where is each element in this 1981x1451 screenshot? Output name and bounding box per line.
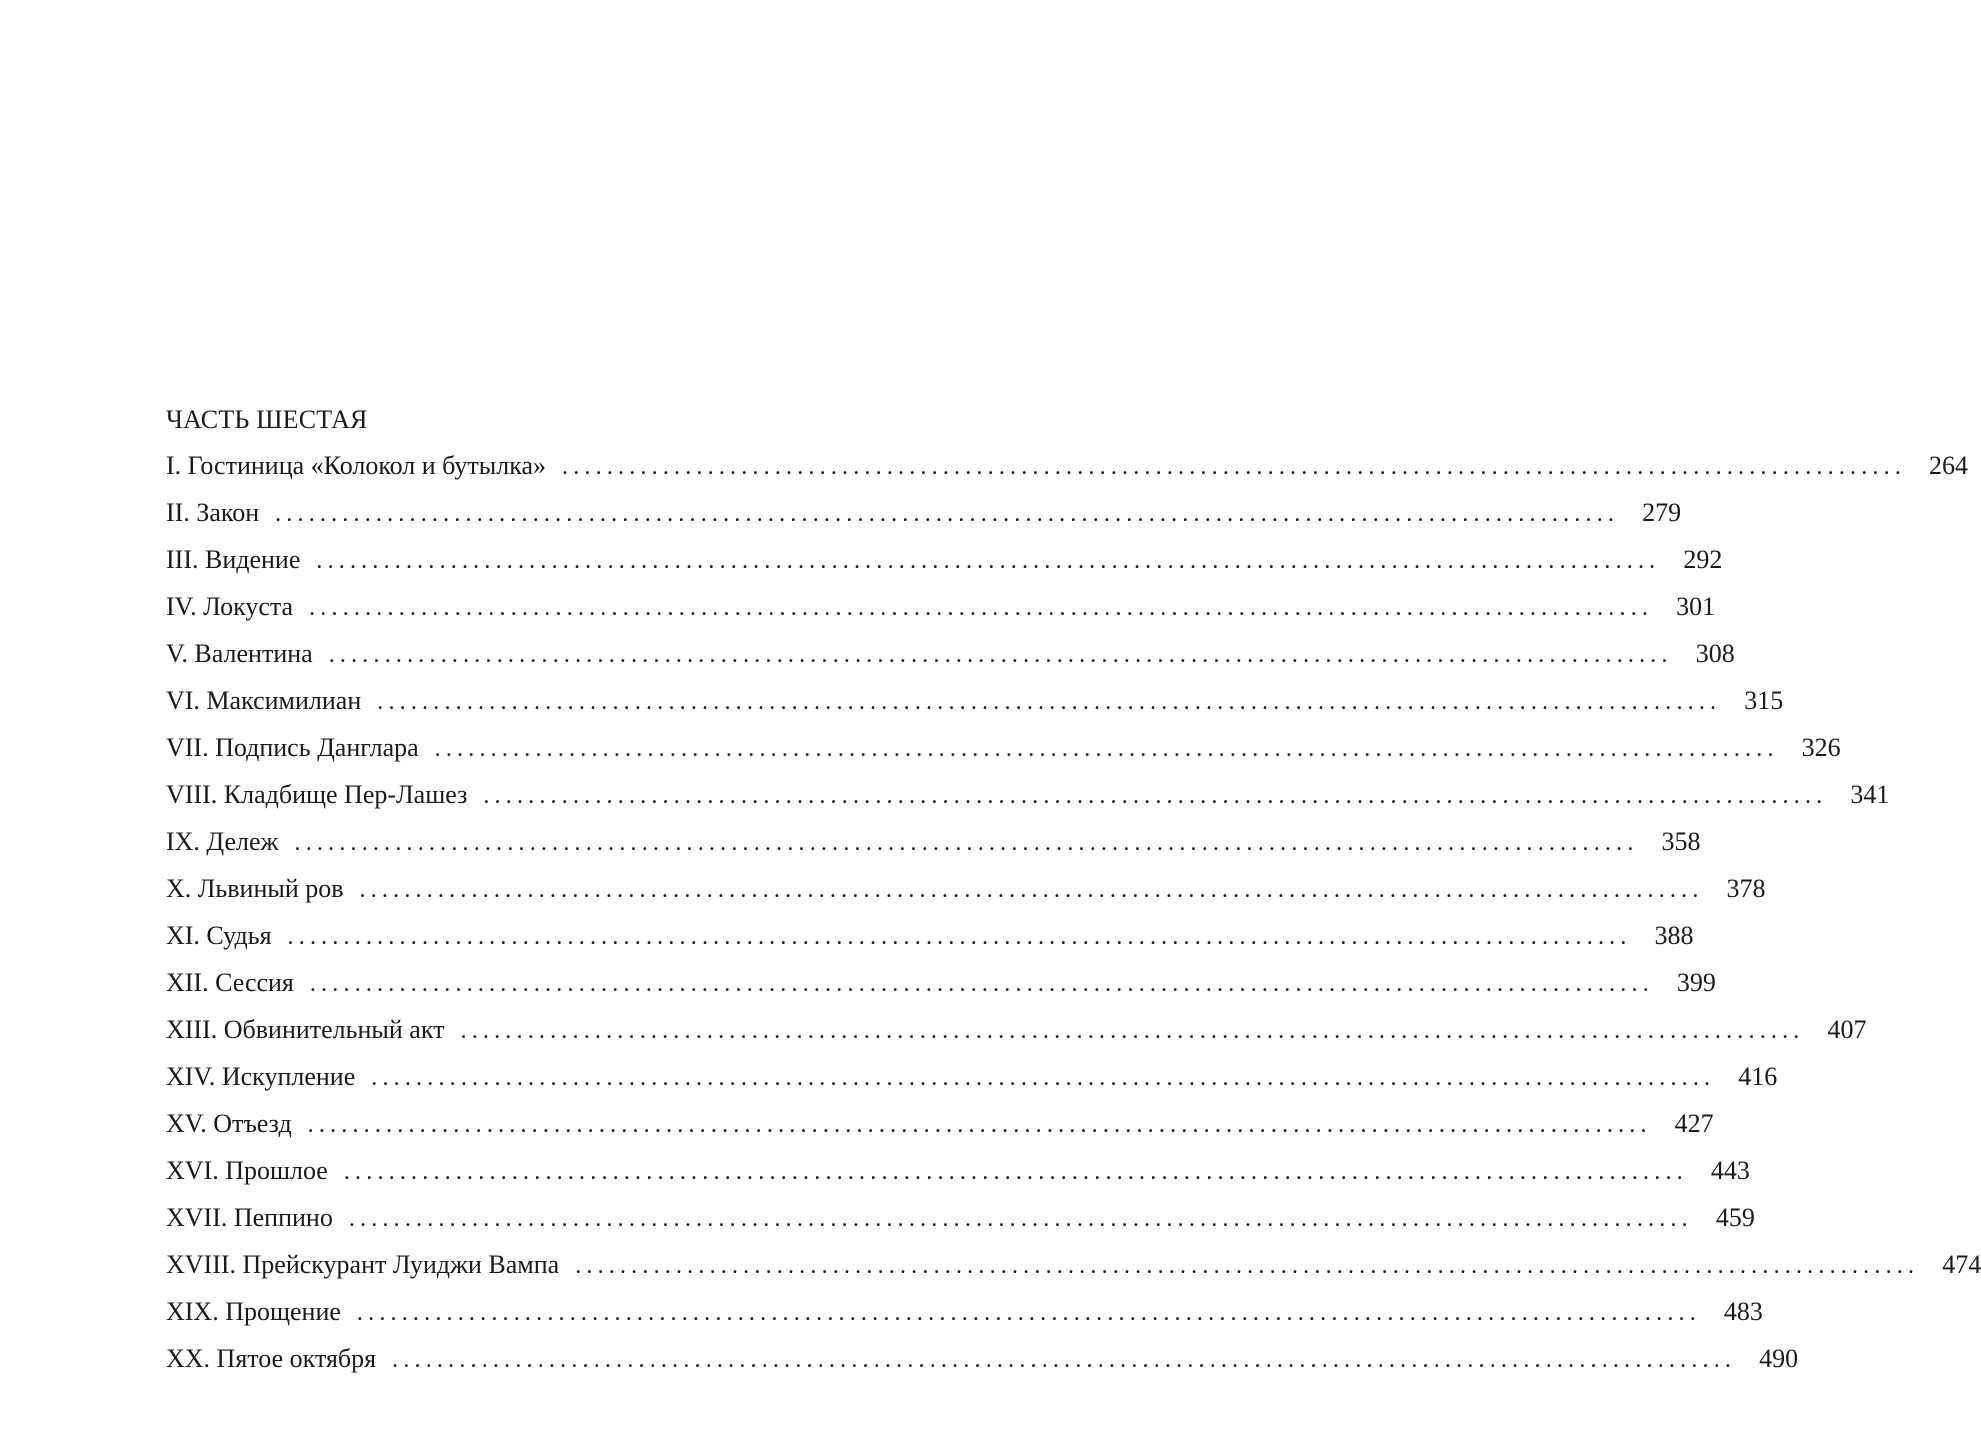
dot-leader: ........................................................................................................................ <box>309 971 1654 997</box>
page-number: 301 <box>1676 592 1716 621</box>
chapter-title: I. Гостиница «Колокол и бутылка» <box>166 451 547 480</box>
chapter-title: X. Львиный ров <box>166 874 344 903</box>
chapter-title: III. Видение <box>166 545 301 574</box>
dot-leader: ........................................................................................................................ <box>371 1065 1716 1091</box>
chapter-title: XVII. Пеппино <box>166 1203 333 1232</box>
dot-leader: ........................................................................................................................ <box>343 1159 1688 1185</box>
dot-leader: ........................................................................................................................ <box>377 689 1722 715</box>
toc-entry[interactable] <box>166 1245 1981 1292</box>
toc-entry[interactable] <box>166 493 1682 540</box>
dot-leader: ........................................................................................................................ <box>307 1112 1652 1138</box>
chapter-title: XX. Пятое октября <box>166 1344 377 1373</box>
chapter-title: IV. Локуста <box>166 592 294 621</box>
toc-entry[interactable] <box>166 1104 1714 1151</box>
page-number: 388 <box>1654 921 1694 950</box>
toc-entry[interactable] <box>166 1151 1750 1198</box>
page-number: 459 <box>1715 1203 1755 1232</box>
dot-leader: ........................................................................................................................ <box>359 877 1704 903</box>
dot-leader: ........................................................................................................................ <box>460 1018 1805 1044</box>
toc-entry[interactable] <box>166 728 1841 775</box>
page-number: 358 <box>1661 827 1701 856</box>
page-number: 427 <box>1674 1109 1714 1138</box>
dot-leader: ........................................................................................................................ <box>348 1206 1693 1232</box>
chapter-title: XII. Сессия <box>166 968 294 997</box>
toc-entry[interactable] <box>166 775 1890 822</box>
toc-entry[interactable] <box>166 1057 1778 1104</box>
dot-leader: ........................................................................................................................ <box>316 548 1661 574</box>
dot-leader: ........................................................................................................................ <box>483 783 1828 809</box>
toc-entry[interactable] <box>166 1339 1799 1386</box>
toc-entry[interactable] <box>166 822 1701 869</box>
chapter-title: XVIII. Прейскурант Луиджи Вампа <box>166 1250 560 1279</box>
dot-leader: ........................................................................................................................ <box>575 1253 1920 1279</box>
chapter-title: XIX. Прощение <box>166 1297 341 1326</box>
toc-entry[interactable] <box>166 634 1735 681</box>
dot-leader: ........................................................................................................................ <box>562 454 1907 480</box>
chapter-title: XIII. Обвинительный акт <box>166 1015 445 1044</box>
page-number: 490 <box>1759 1344 1799 1373</box>
page-number: 483 <box>1723 1297 1763 1326</box>
page-number: 416 <box>1738 1062 1778 1091</box>
toc-entry[interactable] <box>166 446 1969 493</box>
chapter-title: XI. Судья <box>166 921 272 950</box>
page-number: 407 <box>1827 1015 1867 1044</box>
chapter-title: VII. Подпись Данглара <box>166 733 419 762</box>
page-number: 292 <box>1683 545 1723 574</box>
dot-leader: ........................................................................................................................ <box>392 1347 1737 1373</box>
toc-entry[interactable] <box>166 540 1723 587</box>
table-of-contents <box>166 400 1981 1386</box>
toc-entry[interactable] <box>166 681 1784 728</box>
dot-leader: ........................................................................................................................ <box>309 595 1654 621</box>
chapter-title: VIII. Кладбище Пер-Лашез <box>166 780 468 809</box>
dot-leader: ........................................................................................................................ <box>287 924 1632 950</box>
chapter-title: V. Валентина <box>166 639 313 668</box>
chapter-title: XIV. Искупление <box>166 1062 356 1091</box>
part-title: ЧАСТЬ ШЕСТАЯ <box>166 405 368 434</box>
toc-entry[interactable] <box>166 1010 1867 1057</box>
page-number: 474 <box>1942 1250 1981 1279</box>
chapter-title: IX. Дележ <box>166 827 279 856</box>
chapter-title: VI. Максимилиан <box>166 686 362 715</box>
dot-leader: ........................................................................................................................ <box>294 830 1639 856</box>
toc-entry[interactable] <box>166 1198 1755 1245</box>
toc-entry[interactable] <box>166 963 1716 1010</box>
page-number: 315 <box>1744 686 1784 715</box>
chapter-title: II. Закон <box>166 498 260 527</box>
page-number: 341 <box>1850 780 1890 809</box>
page-number: 326 <box>1801 733 1841 762</box>
page-number: 279 <box>1642 498 1682 527</box>
dot-leader: ........................................................................................................................ <box>356 1300 1701 1326</box>
toc-entry[interactable] <box>166 869 1766 916</box>
page-number: 308 <box>1695 639 1735 668</box>
dot-leader: ........................................................................................................................ <box>434 736 1779 762</box>
chapter-title: XV. Отъезд <box>166 1109 292 1138</box>
toc-entry[interactable] <box>166 587 1716 634</box>
page-number: 399 <box>1676 968 1716 997</box>
dot-leader: ........................................................................................................................ <box>275 501 1620 527</box>
toc-entry[interactable] <box>166 1292 1763 1339</box>
dot-leader: ........................................................................................................................ <box>328 642 1673 668</box>
page-number: 264 <box>1929 451 1969 480</box>
chapter-title: XVI. Прошлое <box>166 1156 328 1185</box>
page-number: 443 <box>1710 1156 1750 1185</box>
page-number: 378 <box>1726 874 1766 903</box>
toc-entry[interactable] <box>166 916 1694 963</box>
